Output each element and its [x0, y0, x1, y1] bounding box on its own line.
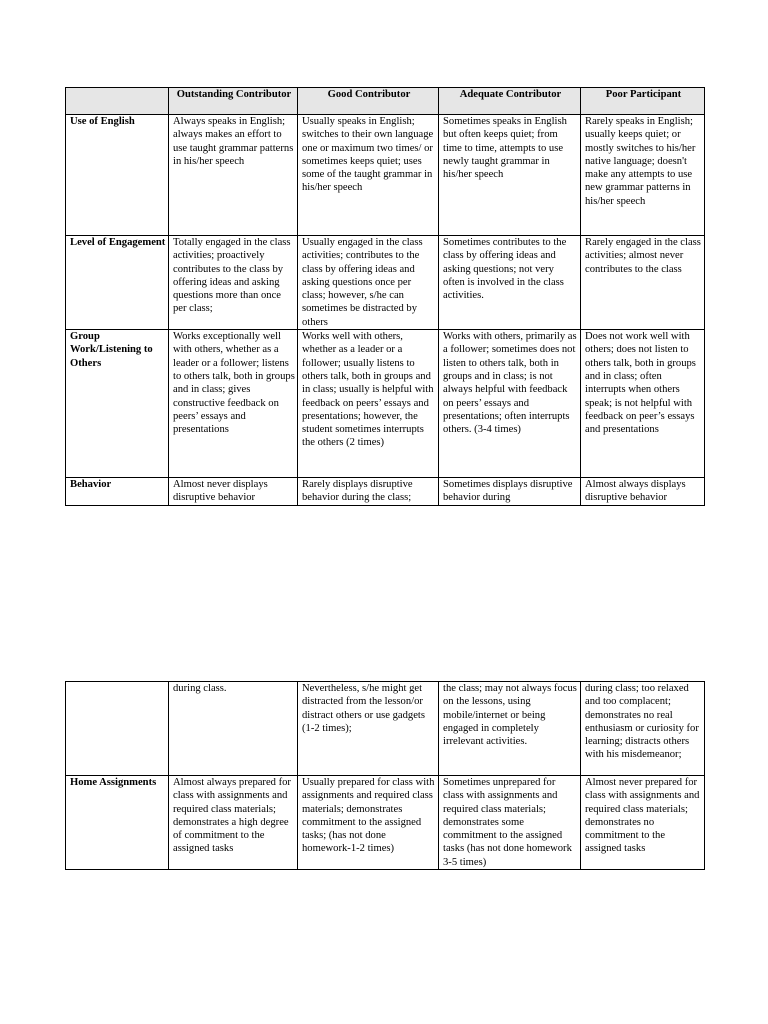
- table-cell: Almost never displays disruptive behavior: [169, 478, 298, 506]
- table-cell: Rarely speaks in English; usually keeps quiet; or mostly switches to his/her native language; doesn't make any attempts to use new grammar patterns in his/her speech: [581, 115, 705, 236]
- table-cell: Works well with others, whether as a leader or a follower; usually listens to others talk, both in groups and in class; usually is helpful with feedback on peers’ essays and presentations; however, the student sometimes interrupts the others (2 times): [298, 330, 439, 478]
- table-cell: Almost always prepared for class with assignments and required class materials; demonstrates a high degree of commitment to the assigned tasks: [169, 776, 298, 870]
- table-cell: during class.: [169, 682, 298, 776]
- header-good-contributor: Good Contributor: [298, 88, 439, 115]
- table-cell: Usually speaks in English; switches to their own language one or maximum two times/ or sometimes keeps quiet; uses some of the taught grammar in his/her speech: [298, 115, 439, 236]
- header-adequate-contributor: Adequate Contributor: [439, 88, 581, 115]
- table-cell: Sometimes unprepared for class with assignments and required class materials; demonstrates some commitment to the assigned tasks (has not done homework 3-5 times): [439, 776, 581, 870]
- table-cell: Rarely engaged in the class activities; almost never contributes to the class: [581, 236, 705, 330]
- table-row: [66, 478, 705, 506]
- table-row: [66, 330, 705, 478]
- table-cell: Almost never prepared for class with assignments and required class materials; demonstrates no commitment to the assigned tasks: [581, 776, 705, 870]
- table-row: [66, 682, 705, 776]
- row-label-behavior: Behavior: [66, 478, 169, 506]
- table-cell: Always speaks in English; always makes an effort to use taught grammar patterns in his/her speech: [169, 115, 298, 236]
- table-cell: Almost always displays disruptive behavior: [581, 478, 705, 506]
- row-label-home-assignments: Home Assignments: [66, 776, 169, 870]
- header-poor-participant: Poor Participant: [581, 88, 705, 115]
- row-label-behavior-continued: [66, 682, 169, 776]
- table-cell: Sometimes speaks in English but often keeps quiet; from time to time, attempts to use newly taught grammar in his/her speech: [439, 115, 581, 236]
- rubric-table-page-1: [65, 87, 705, 506]
- table-cell: Does not work well with others; does not listen to others talk, both in groups and in class; often interrupts when others speak; is not helpful with feedback on peer’s essays and presentations: [581, 330, 705, 478]
- table-cell: the class; may not always focus on the lessons, using mobile/internet or being engaged in completely irrelevant activities.: [439, 682, 581, 776]
- table-cell: Usually engaged in the class activities; contributes to the class by offering ideas and asking questions once per class; however, s/he can sometimes be distracted by others: [298, 236, 439, 330]
- table-cell: during class; too relaxed and too complacent; demonstrates no real enthusiasm or curiosity for learning; distracts others with his misdemeanor;: [581, 682, 705, 776]
- table-cell: Usually prepared for class with assignments and required class materials; demonstrates commitment to the assigned tasks; (has not done homework-1-2 times): [298, 776, 439, 870]
- table-row: [66, 776, 705, 870]
- row-label-level-of-engagement: Level of Engagement: [66, 236, 169, 330]
- rubric-table-page-2: [65, 681, 705, 870]
- table-cell: Sometimes displays disruptive behavior during: [439, 478, 581, 506]
- header-row: [66, 88, 705, 115]
- table-cell: Totally engaged in the class activities; proactively contributes to the class by offering ideas and asking questions more than once per class;: [169, 236, 298, 330]
- corner-header-cell: [66, 88, 169, 115]
- table-row: [66, 115, 705, 236]
- table-cell: Nevertheless, s/he might get distracted from the lesson/or distract others or use gadgets (1-2 times);: [298, 682, 439, 776]
- table-cell: Works with others, primarily as a follower; sometimes does not listen to others talk, both in groups and in class; is not always helpful with feedback on peers’ essays and presentations; often interrupts others. (3-4 times): [439, 330, 581, 478]
- table-cell: Sometimes contributes to the class by offering ideas and asking questions; not very often is involved in the class activities.: [439, 236, 581, 330]
- table-row: [66, 236, 705, 330]
- table-cell: Rarely displays disruptive behavior during the class;: [298, 478, 439, 506]
- header-outstanding-contributor: Outstanding Contributor: [169, 88, 298, 115]
- row-label-use-of-english: Use of English: [66, 115, 169, 236]
- row-label-group-work: Group Work/Listening to Others: [66, 330, 169, 478]
- table-cell: Works exceptionally well with others, whether as a leader or a follower; listens to others talk, both in groups and in class; gives constructive feedback on peers’ essays and presentations: [169, 330, 298, 478]
